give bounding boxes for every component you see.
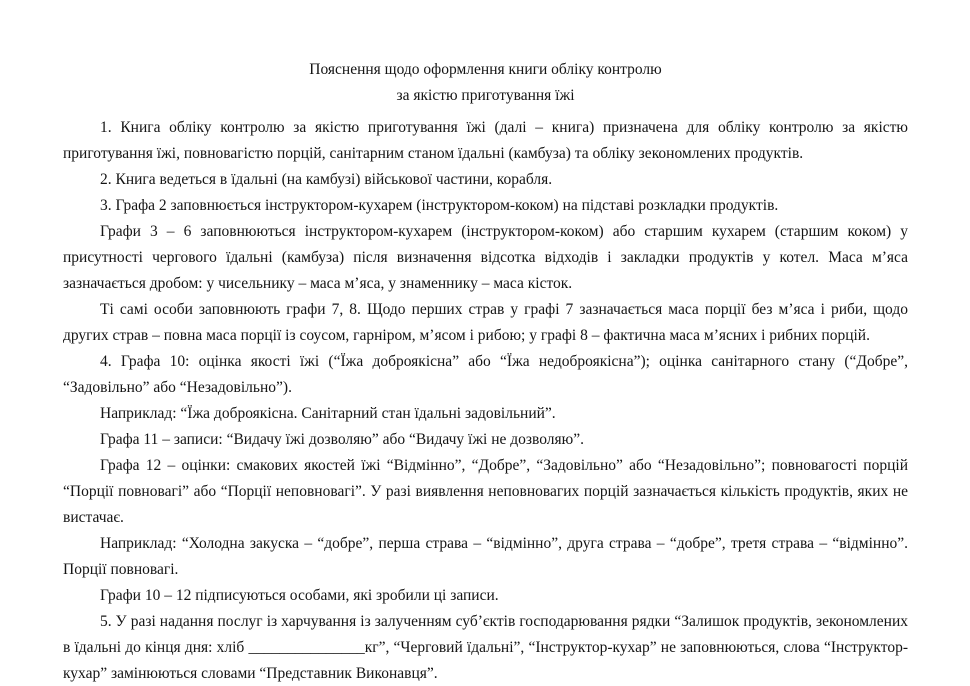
paragraph-10: Наприклад: “Холодна закуска – “добре”, перша страва – “відмінно”, друга страва – “добре”, третя страва – “відмінно”. Порції повновагі. (63, 535, 908, 578)
paragraph-6: 4. Графа 10: оцінка якості їжі (“Їжа доброякісна” або “Їжа недоброякісна”); оцінка санітарного стану (“Добре”, “Задовільно” або “Незадовільно”). (63, 353, 908, 396)
paragraph-12: 5. У разі надання послуг із харчування із залученням суб’єктів господарювання рядки “Залишок продуктів, зекономлених в їдальні до кінця дня: хліб _______________кг”, “Черговий їдальні”, “Інструктор-кухар” не заповнюються, слова “Інструктор-кухар” замінюються словами “Представник Виконавця”. (63, 613, 908, 682)
paragraph-4: Графи 3 – 6 заповнюються інструктором-кухарем (інструктором-коком) або старшим кухарем (старшим коком) у присутності чергового їдальні (камбуза) після визначення відсотка відходів і закладки продуктів у котел. Маса м’яса зазначається дробом: у чисельнику – маса м’яса, у знаменнику – маса кісток. (63, 223, 908, 292)
paragraph-9: Графа 12 – оцінки: смакових якостей їжі “Відмінно”, “Добре”, “Задовільно” або “Незадовільно”; повновагості порцій “Порції повновагі” або “Порції неповновагі”. У разі виявлення неповновагих порцій зазначається кількість продуктів, яких не вистачає. (63, 457, 908, 526)
paragraph-1: 1. Книга обліку контролю за якістю приготування їжі (далі – книга) призначена для обліку контролю за якістю приготування їжі, повновагістю порцій, санітарним станом їдальні (камбуза) та обліку зекономлених продуктів. (63, 119, 908, 162)
paragraph-3: 3. Графа 2 заповнюється інструктором-кухарем (інструктором-коком) на підставі розкладки продуктів. (100, 197, 779, 214)
document-title-line-2: за якістю приготування їжі (396, 87, 575, 104)
document-title (63, 57, 908, 109)
document-title-line-1: Пояснення щодо оформлення книги обліку контролю (309, 61, 662, 78)
document-body (63, 115, 908, 686)
paragraph-7: Наприклад: “Їжа доброякісна. Санітарний стан їдальні задовільний”. (100, 405, 556, 422)
paragraph-8: Графа 11 – записи: “Видачу їжі дозволяю” або “Видачу їжі не дозволяю”. (100, 431, 585, 448)
paragraph-5: Ті самі особи заповнюють графи 7, 8. Щодо перших страв у графі 7 зазначається маса порції без м’яса і риби, щодо других страв – повна маса порції із соусом, гарніром, м’ясом і рибою; у графі 8 – фактична маса м’ясних і рибних порцій. (63, 301, 908, 344)
paragraph-2: 2. Книга ведеться в їдальні (на камбузі) військової частини, корабля. (100, 171, 553, 188)
paragraph-11: Графи 10 – 12 підписуються особами, які зробили ці записи. (100, 587, 499, 604)
